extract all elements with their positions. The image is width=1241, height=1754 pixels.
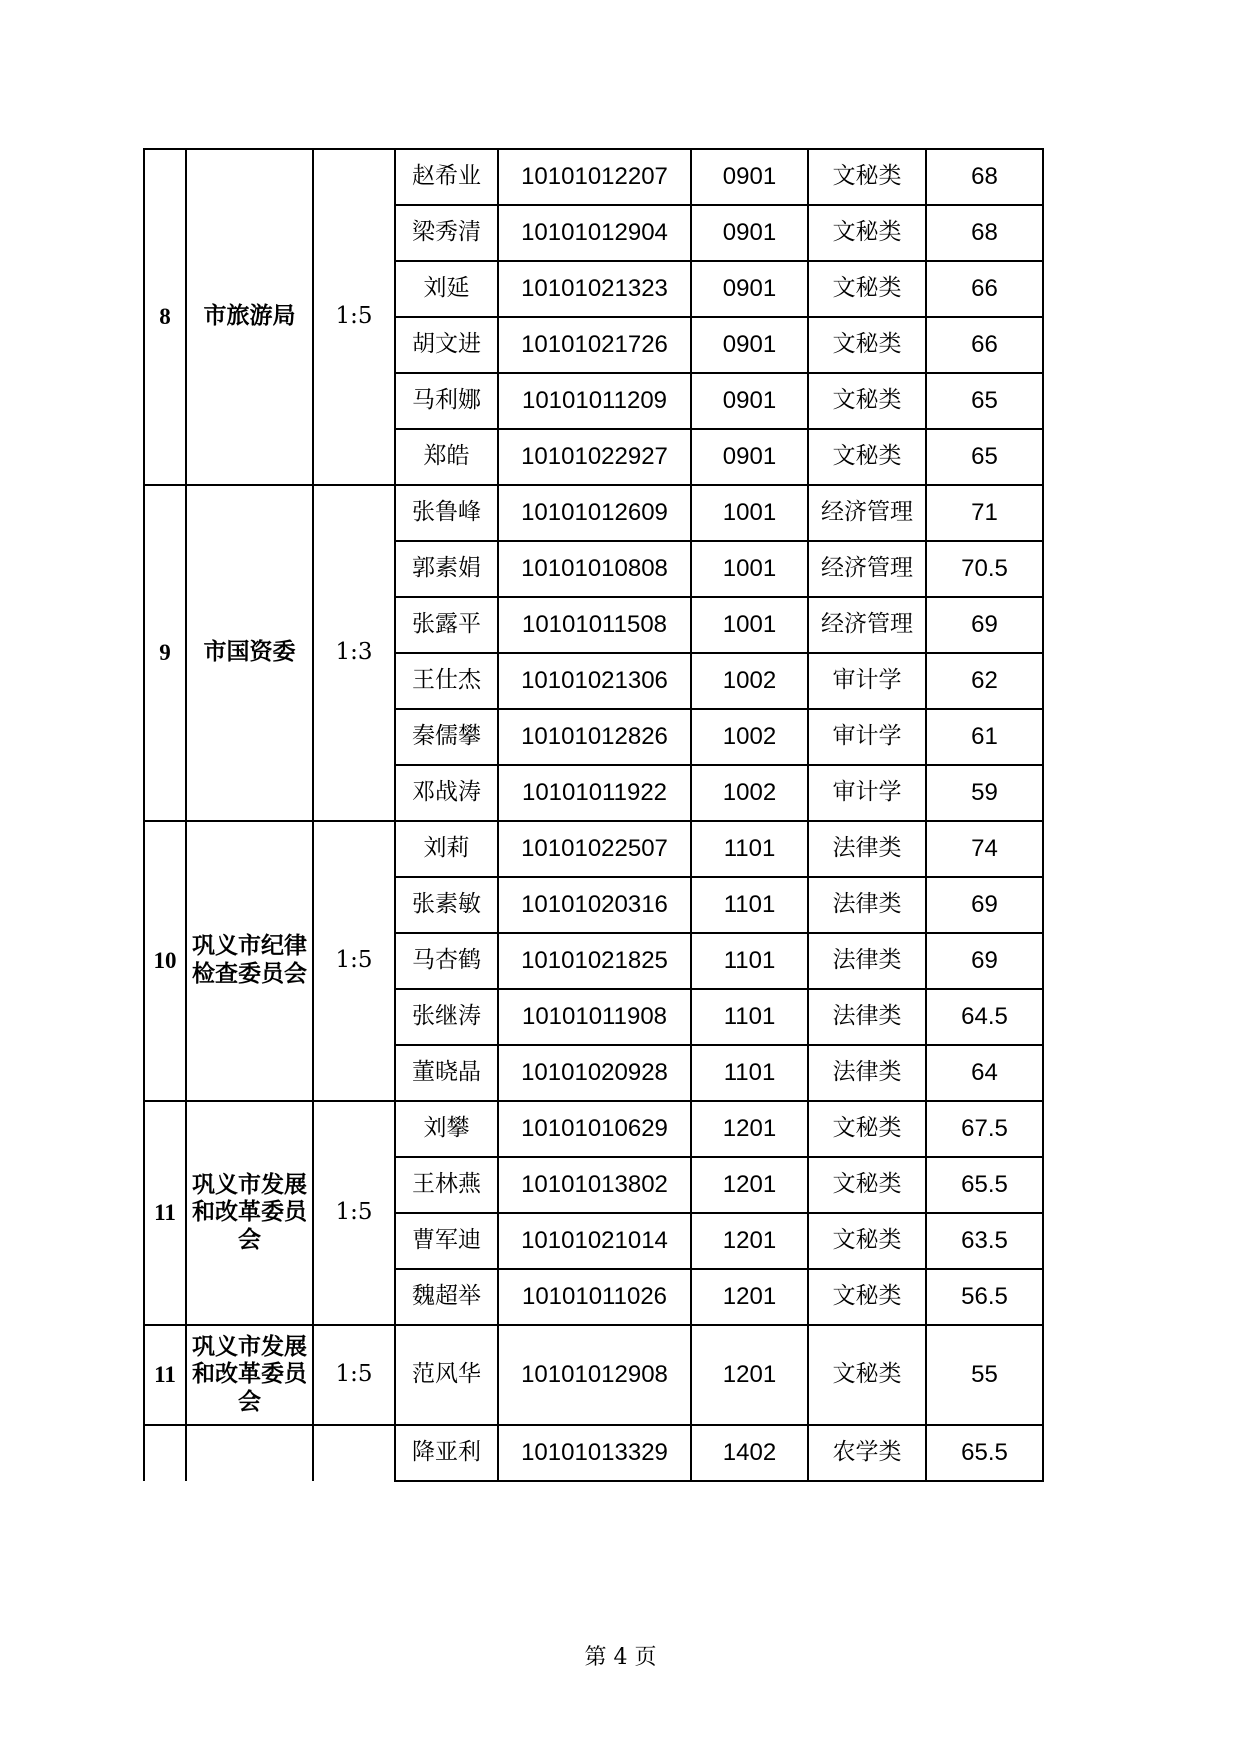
exam-number-cell: 10101021014 xyxy=(498,1213,691,1269)
category-cell: 审计学 xyxy=(808,709,926,765)
table-row xyxy=(144,485,1043,541)
ratio-cell: 1:5 xyxy=(313,1325,395,1425)
score-cell: 62 xyxy=(926,653,1043,709)
position-code-cell: 1201 xyxy=(691,1213,808,1269)
category-cell: 文秘类 xyxy=(808,317,926,373)
seq-cell: 11 xyxy=(144,1101,186,1325)
name-cell: 王仕杰 xyxy=(395,653,498,709)
exam-number-cell: 10101011209 xyxy=(498,373,691,429)
exam-number-cell: 10101012207 xyxy=(498,149,691,205)
position-code-cell: 1002 xyxy=(691,653,808,709)
exam-number-cell: 10101022927 xyxy=(498,429,691,485)
unit-cell xyxy=(186,1325,313,1425)
name-cell: 王林燕 xyxy=(395,1157,498,1213)
category-cell: 审计学 xyxy=(808,653,926,709)
category-cell: 农学类 xyxy=(808,1425,926,1481)
category-cell: 文秘类 xyxy=(808,1157,926,1213)
exam-number-cell: 10101012904 xyxy=(498,205,691,261)
position-code-cell: 0901 xyxy=(691,205,808,261)
candidate-table xyxy=(143,148,1044,1482)
position-code-cell: 1101 xyxy=(691,989,808,1045)
score-cell: 59 xyxy=(926,765,1043,821)
score-cell: 69 xyxy=(926,877,1043,933)
seq-cell xyxy=(144,1425,186,1481)
position-code-cell: 1402 xyxy=(691,1425,808,1481)
position-code-cell: 1201 xyxy=(691,1269,808,1325)
exam-number-cell: 10101022507 xyxy=(498,821,691,877)
table-row xyxy=(144,1101,1043,1157)
position-code-cell: 0901 xyxy=(691,373,808,429)
category-cell: 审计学 xyxy=(808,765,926,821)
name-cell: 秦儒攀 xyxy=(395,709,498,765)
score-cell: 65.5 xyxy=(926,1157,1043,1213)
category-cell: 文秘类 xyxy=(808,373,926,429)
name-cell: 刘莉 xyxy=(395,821,498,877)
score-cell: 69 xyxy=(926,933,1043,989)
category-cell: 文秘类 xyxy=(808,1213,926,1269)
name-cell: 梁秀清 xyxy=(395,205,498,261)
category-cell: 文秘类 xyxy=(808,1101,926,1157)
position-code-cell: 0901 xyxy=(691,149,808,205)
seq-cell: 9 xyxy=(144,485,186,821)
exam-number-cell: 10101010808 xyxy=(498,541,691,597)
name-cell: 范风华 xyxy=(395,1325,498,1425)
name-cell: 董晓晶 xyxy=(395,1045,498,1101)
position-code-cell: 1101 xyxy=(691,877,808,933)
name-cell: 降亚利 xyxy=(395,1425,498,1481)
score-cell: 63.5 xyxy=(926,1213,1043,1269)
category-cell: 法律类 xyxy=(808,933,926,989)
unit-cell xyxy=(186,149,313,485)
score-cell: 55 xyxy=(926,1325,1043,1425)
exam-number-cell: 10101013329 xyxy=(498,1425,691,1481)
seq-cell: 10 xyxy=(144,821,186,1101)
score-cell: 70.5 xyxy=(926,541,1043,597)
score-cell: 65.5 xyxy=(926,1425,1043,1481)
name-cell: 张继涛 xyxy=(395,989,498,1045)
name-cell: 赵希业 xyxy=(395,149,498,205)
name-cell: 刘延 xyxy=(395,261,498,317)
position-code-cell: 1001 xyxy=(691,485,808,541)
position-code-cell: 1201 xyxy=(691,1101,808,1157)
ratio-cell: 1:5 xyxy=(313,149,395,485)
category-cell: 经济管理 xyxy=(808,597,926,653)
exam-number-cell: 10101011508 xyxy=(498,597,691,653)
exam-number-cell: 10101013802 xyxy=(498,1157,691,1213)
unit-cell xyxy=(186,1425,313,1481)
exam-number-cell: 10101011922 xyxy=(498,765,691,821)
score-cell: 68 xyxy=(926,149,1043,205)
seq-cell: 8 xyxy=(144,149,186,485)
category-cell: 文秘类 xyxy=(808,205,926,261)
position-code-cell: 1001 xyxy=(691,597,808,653)
exam-number-cell: 10101012609 xyxy=(498,485,691,541)
category-cell: 经济管理 xyxy=(808,485,926,541)
exam-number-cell: 10101012908 xyxy=(498,1325,691,1425)
name-cell: 郭素娟 xyxy=(395,541,498,597)
exam-number-cell: 10101021726 xyxy=(498,317,691,373)
name-cell: 张素敏 xyxy=(395,877,498,933)
score-cell: 65 xyxy=(926,429,1043,485)
table-row xyxy=(144,1425,1043,1481)
score-cell: 61 xyxy=(926,709,1043,765)
position-code-cell: 1101 xyxy=(691,1045,808,1101)
score-cell: 65 xyxy=(926,373,1043,429)
unit-cell xyxy=(186,821,313,1101)
category-cell: 经济管理 xyxy=(808,541,926,597)
table-row xyxy=(144,821,1043,877)
name-cell: 郑皓 xyxy=(395,429,498,485)
table-row xyxy=(144,1325,1043,1425)
exam-number-cell: 10101012826 xyxy=(498,709,691,765)
unit-name-text: 市旅游局 xyxy=(203,303,296,330)
exam-number-cell: 10101010629 xyxy=(498,1101,691,1157)
score-cell: 68 xyxy=(926,205,1043,261)
position-code-cell: 1101 xyxy=(691,821,808,877)
name-cell: 马杏鹤 xyxy=(395,933,498,989)
exam-number-cell: 10101021825 xyxy=(498,933,691,989)
name-cell: 张鲁峰 xyxy=(395,485,498,541)
name-cell: 马利娜 xyxy=(395,373,498,429)
position-code-cell: 1201 xyxy=(691,1325,808,1425)
position-code-cell: 0901 xyxy=(691,317,808,373)
score-cell: 56.5 xyxy=(926,1269,1043,1325)
score-cell: 64 xyxy=(926,1045,1043,1101)
category-cell: 法律类 xyxy=(808,1045,926,1101)
category-cell: 文秘类 xyxy=(808,429,926,485)
unit-name-text: 巩义市发展和改革委员会 xyxy=(192,1171,307,1253)
exam-number-cell: 10101021323 xyxy=(498,261,691,317)
position-code-cell: 1002 xyxy=(691,709,808,765)
category-cell: 文秘类 xyxy=(808,149,926,205)
unit-name-text: 巩义市发展和改革委员会 xyxy=(192,1333,307,1415)
score-cell: 74 xyxy=(926,821,1043,877)
exam-number-cell: 10101020928 xyxy=(498,1045,691,1101)
name-cell: 曹军迪 xyxy=(395,1213,498,1269)
position-code-cell: 1002 xyxy=(691,765,808,821)
score-cell: 64.5 xyxy=(926,989,1043,1045)
category-cell: 法律类 xyxy=(808,989,926,1045)
name-cell: 魏超举 xyxy=(395,1269,498,1325)
score-cell: 66 xyxy=(926,317,1043,373)
position-code-cell: 1001 xyxy=(691,541,808,597)
table-row xyxy=(144,149,1043,205)
seq-cell: 11 xyxy=(144,1325,186,1425)
name-cell: 张露平 xyxy=(395,597,498,653)
category-cell: 文秘类 xyxy=(808,1269,926,1325)
name-cell: 刘攀 xyxy=(395,1101,498,1157)
exam-number-cell: 10101020316 xyxy=(498,877,691,933)
score-cell: 69 xyxy=(926,597,1043,653)
position-code-cell: 1101 xyxy=(691,933,808,989)
score-cell: 71 xyxy=(926,485,1043,541)
unit-name-text: 巩义市纪律检查委员会 xyxy=(192,933,307,987)
position-code-cell: 0901 xyxy=(691,261,808,317)
name-cell: 邓战涛 xyxy=(395,765,498,821)
category-cell: 法律类 xyxy=(808,821,926,877)
exam-number-cell: 10101011026 xyxy=(498,1269,691,1325)
category-cell: 文秘类 xyxy=(808,1325,926,1425)
position-code-cell: 1201 xyxy=(691,1157,808,1213)
ratio-cell: 1:3 xyxy=(313,485,395,821)
page-number: 第 4 页 xyxy=(584,1645,657,1670)
exam-number-cell: 10101021306 xyxy=(498,653,691,709)
exam-number-cell: 10101011908 xyxy=(498,989,691,1045)
ratio-cell xyxy=(313,1425,395,1481)
ratio-cell: 1:5 xyxy=(313,1101,395,1325)
ratio-cell: 1:5 xyxy=(313,821,395,1101)
unit-cell xyxy=(186,1101,313,1325)
category-cell: 法律类 xyxy=(808,877,926,933)
score-cell: 66 xyxy=(926,261,1043,317)
unit-name-text: 市国资委 xyxy=(203,639,296,666)
score-cell: 67.5 xyxy=(926,1101,1043,1157)
position-code-cell: 0901 xyxy=(691,429,808,485)
name-cell: 胡文进 xyxy=(395,317,498,373)
unit-cell xyxy=(186,485,313,821)
category-cell: 文秘类 xyxy=(808,261,926,317)
candidate-table-body xyxy=(144,149,1043,1481)
